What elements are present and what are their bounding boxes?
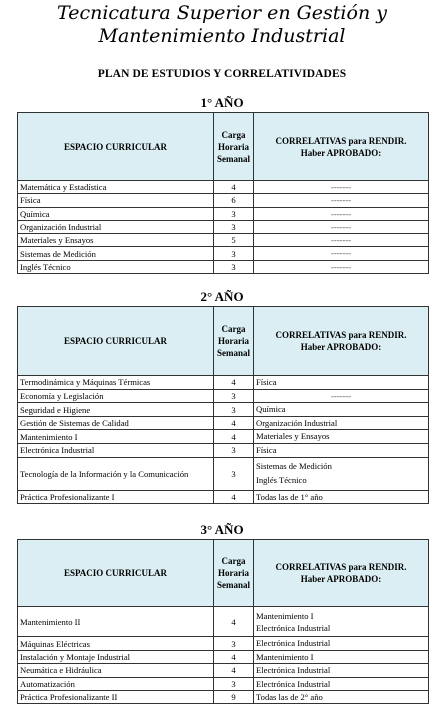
table-row — [18, 403, 429, 417]
table-row — [18, 376, 429, 390]
title-line-2: Mantenimiento Industrial — [98, 25, 346, 47]
cell-espacio: Gestión de Sistemas de Calidad — [18, 416, 214, 430]
correlativa-item: Química — [256, 404, 286, 415]
cell-correlativas — [254, 430, 429, 444]
cell-correlativas — [254, 247, 429, 260]
cell-carga: 3 — [214, 389, 254, 403]
cell-correlativas — [254, 650, 429, 663]
cell-espacio: Electrónica Industrial — [18, 444, 214, 458]
cell-correlativas — [254, 234, 429, 247]
table-row — [18, 677, 429, 690]
cell-carga: 9 — [214, 691, 254, 704]
cell-carga: 4 — [214, 181, 254, 194]
cell-carga: 3 — [214, 457, 254, 490]
table-row — [18, 416, 429, 430]
correlativa-item: ------- — [330, 235, 352, 246]
cell-correlativas — [254, 457, 429, 490]
correlativa-item: Organización Industrial — [256, 417, 338, 428]
header-correlativas: CORRELATIVAS para RENDIR. Haber APROBADO: — [254, 540, 429, 607]
table-row — [18, 490, 429, 504]
correlativa-item: Materiales y Ensayos — [256, 431, 330, 442]
cell-carga: 4 — [214, 376, 254, 390]
year-1-table — [17, 112, 429, 274]
table-row — [18, 691, 429, 704]
header-correlativas: CORRELATIVAS para RENDIR. Haber APROBADO: — [254, 113, 429, 181]
cell-correlativas — [254, 181, 429, 194]
cell-carga: 4 — [214, 416, 254, 430]
correlativa-item: Física — [256, 445, 277, 456]
cell-correlativas — [254, 416, 429, 430]
cell-correlativas — [254, 220, 429, 233]
correlativa-item: Electrónica Industrial — [256, 678, 331, 689]
cell-carga: 3 — [214, 637, 254, 650]
cell-correlativas — [254, 607, 429, 637]
cell-correlativas — [254, 376, 429, 390]
cell-carga: 3 — [214, 444, 254, 458]
table-row — [18, 181, 429, 194]
correlativa-item: ------- — [330, 221, 352, 232]
correlativa-item: Mantenimiento I — [256, 651, 314, 662]
cell-correlativas — [254, 677, 429, 690]
cell-espacio: Mantenimiento I — [18, 430, 214, 444]
table-row — [18, 637, 429, 650]
year-1-heading: 1° AÑO — [200, 95, 244, 110]
correlativa-item: Electrónica Industrial — [256, 638, 331, 649]
cell-correlativas — [254, 389, 429, 403]
cell-espacio: Neumática e Hidráulica — [18, 664, 214, 677]
cell-espacio: Práctica Profesionalizante I — [18, 490, 214, 504]
cell-correlativas — [254, 637, 429, 650]
cell-carga: 6 — [214, 194, 254, 207]
cell-carga: 3 — [214, 677, 254, 690]
cell-espacio: Instalación y Montaje Industrial — [18, 650, 214, 663]
cell-correlativas — [254, 664, 429, 677]
table-row — [18, 207, 429, 220]
cell-correlativas — [254, 260, 429, 273]
year-2-table — [17, 306, 429, 504]
cell-correlativas — [254, 691, 429, 704]
document-subtitle: PLAN DE ESTUDIOS Y CORRELATIVIDADES — [97, 68, 347, 80]
cell-correlativas — [254, 490, 429, 504]
correlativa-item: ------- — [330, 261, 352, 272]
cell-espacio: Inglés Técnico — [18, 260, 214, 273]
cell-correlativas — [254, 403, 429, 417]
correlativa-item: Sistemas de Medición — [256, 461, 332, 472]
table-row — [18, 650, 429, 663]
table-header-row — [18, 113, 429, 181]
header-espacio: ESPACIO CURRICULAR — [18, 113, 214, 181]
correlativa-item: Inglés Técnico — [256, 474, 307, 485]
table-header-row — [18, 307, 429, 376]
table-header-row — [18, 540, 429, 607]
cell-carga: 4 — [214, 430, 254, 444]
cell-carga: 3 — [214, 247, 254, 260]
cell-espacio: Química — [18, 207, 214, 220]
cell-carga: 3 — [214, 260, 254, 273]
document-page — [0, 2, 444, 701]
cell-espacio: Organización Industrial — [18, 220, 214, 233]
table-row — [18, 194, 429, 207]
cell-espacio: Termodinámica y Máquinas Térmicas — [18, 376, 214, 390]
correlativa-item: Todas las de 1° año — [256, 491, 323, 502]
header-carga: Carga Horaria Semanal — [214, 540, 254, 607]
cell-espacio: Materiales y Ensayos — [18, 234, 214, 247]
correlativa-item: ------- — [330, 248, 352, 259]
header-correlativas: CORRELATIVAS para RENDIR. Haber APROBADO: — [254, 307, 429, 376]
cell-espacio: Automatización — [18, 677, 214, 690]
correlativa-item: Mantenimiento I — [256, 610, 314, 621]
table-row — [18, 457, 429, 490]
correlativa-item: ------- — [330, 208, 352, 219]
cell-espacio: Mantenimiento II — [18, 607, 214, 637]
year-2-heading: 2° AÑO — [200, 289, 244, 305]
title-line-1: Tecnicatura Superior en Gestión y — [57, 2, 387, 24]
year-3-table — [17, 539, 429, 704]
cell-espacio: Seguridad e Higiene — [18, 403, 214, 417]
table-row — [18, 247, 429, 260]
cell-correlativas — [254, 194, 429, 207]
table-row — [18, 260, 429, 273]
cell-carga: 4 — [214, 490, 254, 504]
cell-carga: 3 — [214, 207, 254, 220]
cell-espacio: Práctica Profesionalizante II — [18, 691, 214, 704]
cell-espacio: Física — [18, 194, 214, 207]
cell-correlativas — [254, 207, 429, 220]
header-carga: Carga Horaria Semanal — [214, 113, 254, 181]
cell-correlativas — [254, 444, 429, 458]
table-row — [18, 607, 429, 637]
table-row — [18, 430, 429, 444]
cell-carga: 4 — [214, 650, 254, 663]
cell-espacio: Tecnología de la Información y la Comunicación — [18, 457, 214, 490]
cell-carga: 3 — [214, 403, 254, 417]
year-3-heading: 3° AÑO — [200, 522, 244, 538]
cell-espacio: Economía y Legislación — [18, 389, 214, 403]
correlativa-item: Física — [256, 377, 277, 388]
correlativa-item: Todas las de 2° año — [256, 692, 323, 703]
correlativa-item: ------- — [330, 390, 352, 401]
document-title — [0, 2, 444, 48]
table-row — [18, 389, 429, 403]
cell-espacio: Sistemas de Medición — [18, 247, 214, 260]
cell-carga: 4 — [214, 607, 254, 637]
correlativa-item: Electrónica Industrial — [256, 622, 331, 633]
cell-carga: 5 — [214, 234, 254, 247]
correlativa-item: ------- — [330, 195, 352, 206]
table-row — [18, 664, 429, 677]
table-row — [18, 234, 429, 247]
header-espacio: ESPACIO CURRICULAR — [18, 540, 214, 607]
correlativa-item: Electrónica Industrial — [256, 665, 331, 676]
table-row — [18, 444, 429, 458]
header-carga: Carga Horaria Semanal — [214, 307, 254, 376]
cell-carga: 3 — [214, 220, 254, 233]
cell-espacio: Máquinas Eléctricas — [18, 637, 214, 650]
cell-carga: 4 — [214, 664, 254, 677]
table-row — [18, 220, 429, 233]
correlativa-item: ------- — [330, 182, 352, 192]
header-espacio: ESPACIO CURRICULAR — [18, 307, 214, 376]
cell-espacio: Matemática y Estadística — [18, 181, 214, 194]
